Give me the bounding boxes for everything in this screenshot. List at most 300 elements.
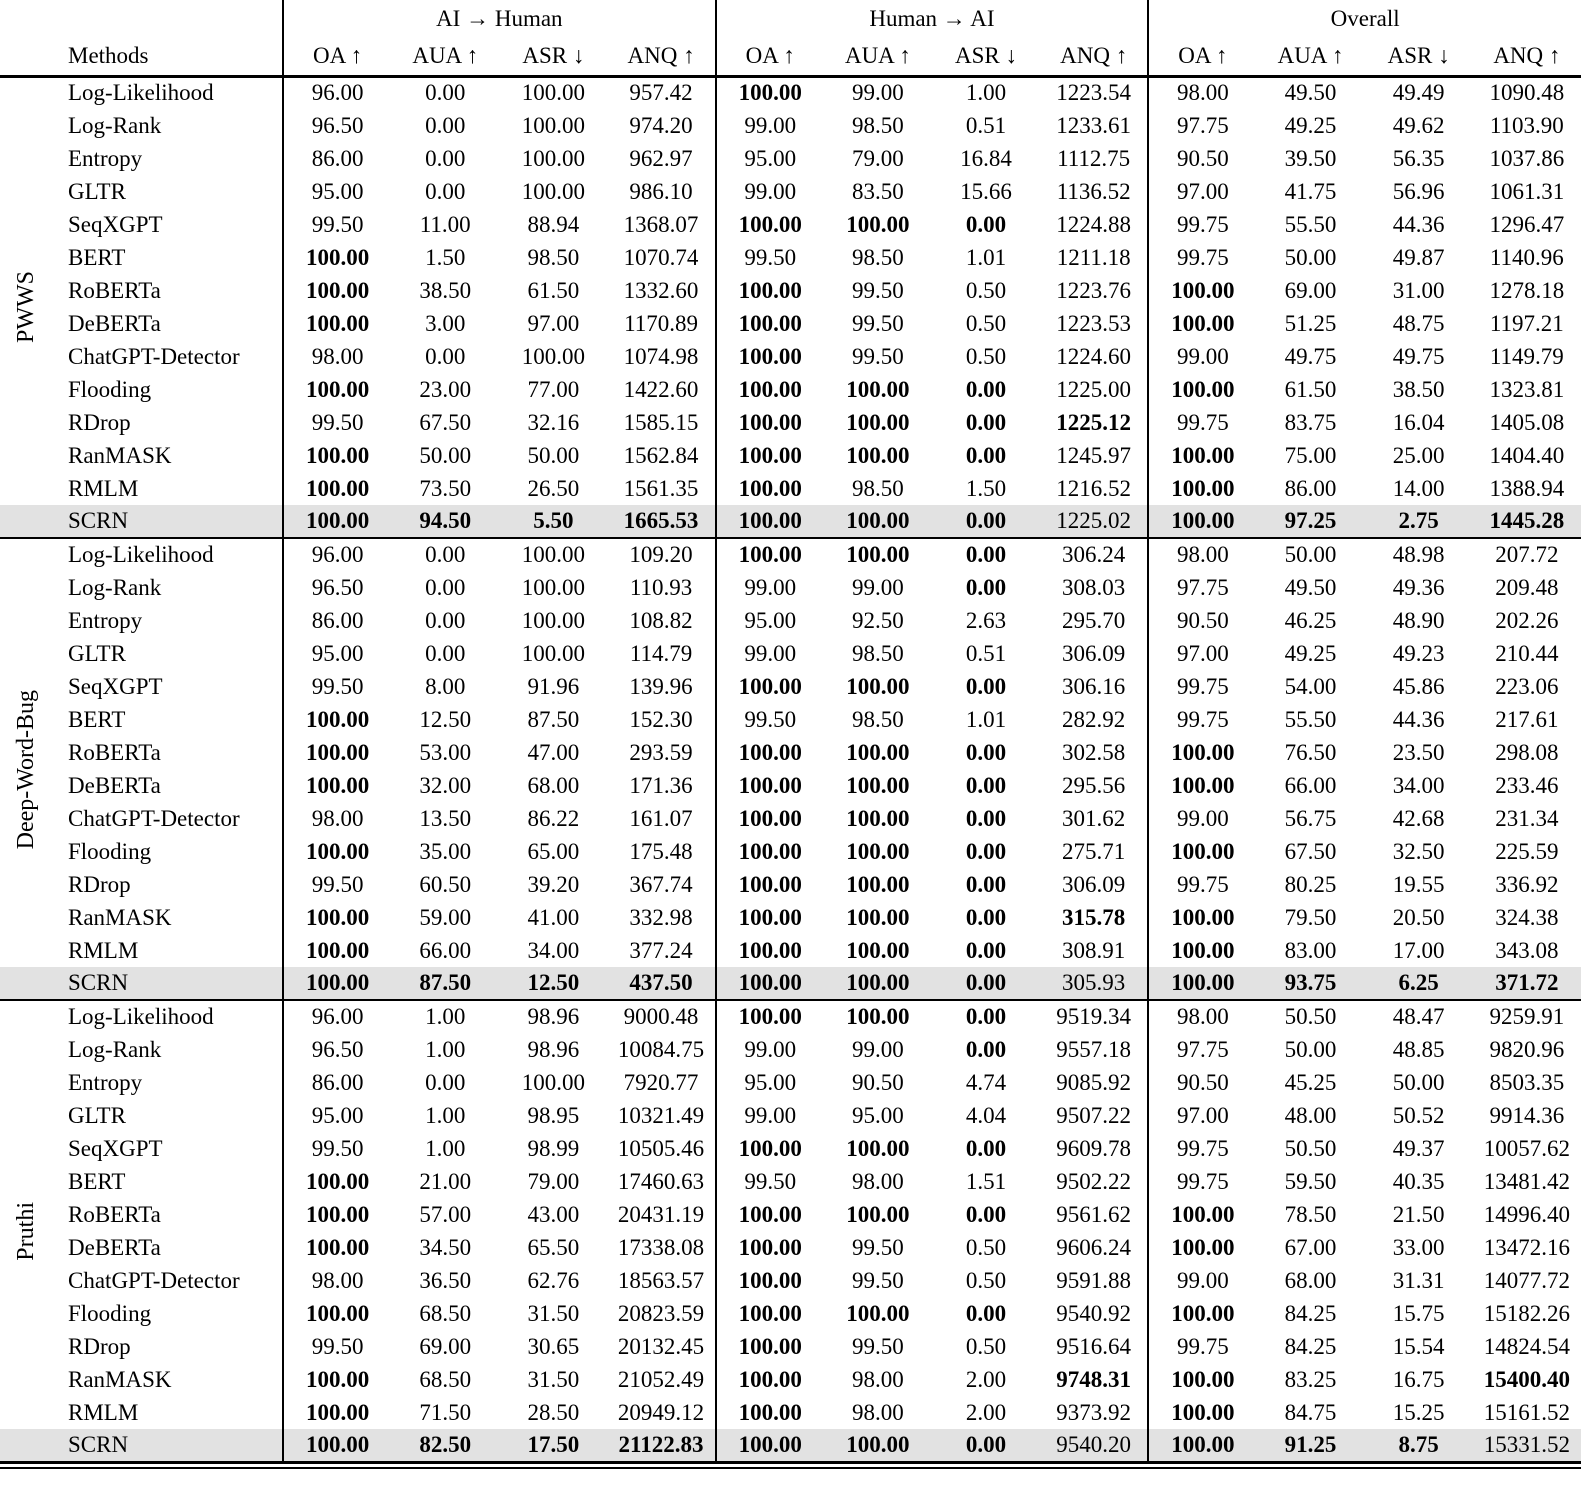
metric-value-cell: 61.50	[1284, 376, 1337, 402]
metric-value-cell: 68.50	[419, 1366, 472, 1392]
metric-value-cell: 67.50	[1284, 838, 1337, 864]
metric-value-cell: 67.00	[1284, 1234, 1337, 1260]
table-row	[0, 835, 1581, 868]
metric-value-cell: 21122.83	[607, 1429, 715, 1462]
metric-value-cell: 100.00	[283, 1429, 391, 1462]
metric-value-cell: 42.68	[1392, 805, 1445, 831]
metric-value-cell: 34.00	[1392, 772, 1445, 798]
metric-value-cell: 0.00	[425, 112, 466, 138]
metric-value-cell: 68.00	[1284, 1267, 1337, 1293]
metric-value-cell: 1561.35	[623, 475, 699, 501]
method-name-cell: BERT	[68, 244, 126, 270]
column-header-oa: OA ↑	[283, 38, 391, 76]
metric-value-cell: 97.00	[527, 310, 580, 336]
metric-value-cell: 1070.74	[623, 244, 699, 270]
metric-value-cell: 0.00	[425, 607, 466, 633]
metric-value-cell: 8.00	[425, 673, 466, 699]
metric-value-cell: 1.50	[425, 244, 466, 270]
metric-value-cell: 9507.22	[1056, 1102, 1132, 1128]
metric-value-cell: 38.50	[419, 277, 472, 303]
metric-value-cell: 100.00	[521, 640, 586, 666]
metric-value-cell: 98.99	[527, 1135, 580, 1161]
metric-value-cell: 0.00	[425, 574, 466, 600]
column-group-header-ai-to-human: AI → Human	[283, 0, 716, 38]
metric-value-cell: 86.00	[283, 1066, 391, 1099]
metric-value-cell: 0.00	[965, 805, 1007, 831]
method-name-cell: RMLM	[68, 1399, 139, 1425]
metric-value-cell: 2.75	[1365, 505, 1473, 538]
metric-value-cell: 100.00	[283, 1363, 391, 1396]
metric-value-cell: 98.96	[527, 1036, 580, 1062]
metric-value-cell: 225.59	[1495, 838, 1559, 864]
metric-value-cell: 15182.26	[1483, 1300, 1570, 1326]
metric-value-cell: 1216.52	[1056, 475, 1132, 501]
metric-value-cell: 55.50	[1284, 706, 1337, 732]
metric-value-cell: 96.00	[283, 76, 391, 109]
metric-value-cell: 55.50	[1284, 211, 1337, 237]
metric-value-cell: 100.00	[283, 736, 391, 769]
table-row	[0, 1297, 1581, 1330]
metric-value-cell: 0.00	[965, 542, 1007, 567]
metric-value-cell: 17.50	[499, 1429, 607, 1462]
method-name-cell: Entropy	[68, 607, 143, 633]
metric-value-cell: 2.63	[965, 607, 1007, 633]
metric-value-cell: 31.31	[1392, 1267, 1445, 1293]
metric-value-cell: 1332.60	[623, 277, 699, 303]
metric-value-cell: 65.50	[527, 1234, 580, 1260]
metric-value-cell: 17460.63	[617, 1168, 705, 1194]
metric-value-cell: 100.00	[283, 901, 391, 934]
metric-value-cell: 9914.36	[1489, 1102, 1565, 1128]
metric-value-cell: 100.00	[1148, 472, 1256, 505]
metric-value-cell: 100.00	[716, 439, 824, 472]
metric-value-cell: 100.00	[283, 1198, 391, 1231]
metric-value-cell: 84.25	[1284, 1333, 1337, 1359]
metric-value-cell: 97.00	[1148, 1099, 1256, 1132]
metric-value-cell: 100.00	[716, 373, 824, 406]
column-header-asr: ASR ↓	[1365, 38, 1473, 76]
method-name-cell: RDrop	[68, 1333, 131, 1359]
metric-value-cell: 15400.40	[1483, 1366, 1570, 1392]
metric-value-cell: 100.00	[716, 76, 824, 109]
metric-value-cell: 98.00	[1148, 76, 1256, 109]
metric-value-cell: 12.50	[419, 706, 472, 732]
metric-value-cell: 0.50	[965, 343, 1007, 369]
metric-value-cell: 100.00	[846, 542, 910, 567]
metric-value-cell: 295.56	[1062, 772, 1126, 798]
metric-value-cell: 97.00	[1148, 637, 1256, 670]
metric-value-cell: 9591.88	[1056, 1267, 1132, 1293]
metric-value-cell: 99.75	[1148, 868, 1256, 901]
metric-value-cell: 108.82	[629, 607, 693, 633]
method-name-cell: RDrop	[68, 409, 131, 435]
metric-value-cell: 21.00	[419, 1168, 472, 1194]
metric-value-cell: 54.00	[1284, 673, 1337, 699]
metric-value-cell: 9000.48	[623, 1004, 699, 1029]
metric-value-cell: 100.00	[846, 772, 910, 798]
metric-value-cell: 100.00	[521, 574, 586, 600]
method-name-cell: RanMASK	[68, 442, 172, 468]
metric-value-cell: 97.00	[1148, 175, 1256, 208]
metric-value-cell: 48.85	[1392, 1036, 1445, 1062]
metric-value-cell: 100.00	[521, 1069, 586, 1095]
metric-value-cell: 99.75	[1148, 670, 1256, 703]
metric-value-cell: 49.50	[1284, 574, 1337, 600]
metric-value-cell: 1.51	[965, 1168, 1007, 1194]
table-row	[0, 637, 1581, 670]
metric-value-cell: 100.00	[846, 442, 910, 468]
metric-value-cell: 100.00	[716, 1198, 824, 1231]
metric-value-cell: 295.70	[1062, 607, 1126, 633]
metric-value-cell: 48.98	[1392, 542, 1445, 567]
metric-value-cell: 974.20	[629, 112, 693, 138]
method-name-cell: Log-Likelihood	[68, 542, 214, 567]
metric-value-cell: 49.50	[1284, 80, 1337, 106]
metric-value-cell: 109.20	[629, 542, 693, 567]
metric-value-cell: 44.36	[1392, 706, 1445, 732]
metric-value-cell: 1090.48	[1489, 80, 1565, 106]
metric-value-cell: 100.00	[716, 1132, 824, 1165]
metric-value-cell: 100.00	[716, 274, 824, 307]
metric-value-cell: 16.75	[1392, 1366, 1445, 1392]
metric-value-cell: 100.00	[716, 538, 824, 571]
metric-value-cell: 1.00	[965, 80, 1007, 106]
metric-value-cell: 1224.88	[1056, 211, 1132, 237]
metric-value-cell: 98.50	[851, 706, 904, 732]
metric-value-cell: 41.00	[527, 904, 580, 930]
metric-value-cell: 61.50	[527, 277, 580, 303]
metric-value-cell: 95.00	[716, 142, 824, 175]
metric-value-cell: 306.09	[1062, 640, 1126, 666]
method-name-cell: BERT	[68, 1168, 126, 1194]
metric-value-cell: 100.00	[846, 739, 910, 765]
metric-value-cell: 92.50	[851, 607, 904, 633]
metric-value-cell: 20949.12	[617, 1399, 705, 1425]
metric-value-cell: 15161.52	[1483, 1399, 1570, 1425]
metric-value-cell: 51.25	[1284, 310, 1337, 336]
metric-value-cell: 95.00	[851, 1102, 904, 1128]
metric-value-cell: 99.75	[1148, 1165, 1256, 1198]
metric-value-cell: 100.00	[1148, 373, 1256, 406]
metric-value-cell: 83.50	[851, 178, 904, 204]
metric-value-cell: 83.75	[1284, 409, 1337, 435]
metric-value-cell: 100.00	[283, 307, 391, 340]
metric-value-cell: 100.00	[521, 178, 586, 204]
metric-value-cell: 100.00	[283, 274, 391, 307]
method-name-cell: Flooding	[68, 1300, 152, 1326]
metric-value-cell: 99.50	[716, 703, 824, 736]
metric-value-cell: 30.65	[527, 1333, 580, 1359]
metric-value-cell: 0.00	[965, 838, 1007, 864]
metric-value-cell: 308.03	[1062, 574, 1126, 600]
metric-value-cell: 1112.75	[1057, 145, 1131, 171]
metric-value-cell: 50.50	[1284, 1004, 1337, 1029]
metric-value-cell: 99.00	[716, 1099, 824, 1132]
table-row	[0, 241, 1581, 274]
metric-value-cell: 0.00	[425, 1069, 466, 1095]
metric-value-cell: 97.75	[1148, 1033, 1256, 1066]
metric-value-cell: 15.54	[1392, 1333, 1445, 1359]
metric-value-cell: 95.00	[283, 637, 391, 670]
table-row	[0, 373, 1581, 406]
metric-value-cell: 83.00	[1284, 937, 1337, 963]
table-row	[0, 472, 1581, 505]
metric-value-cell: 100.00	[283, 472, 391, 505]
metric-value-cell: 100.00	[521, 542, 586, 567]
row-group-pruthi	[0, 1000, 1581, 1462]
metric-value-cell: 1323.81	[1489, 376, 1565, 402]
metric-value-cell: 84.75	[1284, 1399, 1337, 1425]
metric-value-cell: 100.00	[283, 769, 391, 802]
metric-value-cell: 32.00	[419, 772, 472, 798]
metric-value-cell: 1562.84	[623, 442, 699, 468]
metric-value-cell: 76.50	[1284, 739, 1337, 765]
metric-value-cell: 100.00	[1148, 505, 1256, 538]
table-row	[0, 1396, 1581, 1429]
metric-value-cell: 95.00	[283, 175, 391, 208]
metric-value-cell: 100.00	[521, 80, 586, 106]
metric-value-cell: 100.00	[716, 1363, 824, 1396]
metric-value-cell: 110.93	[629, 574, 693, 600]
column-header-anq: ANQ ↑	[607, 38, 715, 76]
metric-value-cell: 57.00	[419, 1201, 472, 1227]
metric-value-cell: 9259.91	[1489, 1004, 1565, 1029]
metric-value-cell: 49.75	[1392, 343, 1445, 369]
metric-value-cell: 93.75	[1256, 967, 1364, 1000]
metric-value-cell: 100.00	[846, 1201, 910, 1227]
metric-value-cell: 223.06	[1495, 673, 1559, 699]
column-header-asr: ASR ↓	[932, 38, 1040, 76]
metric-value-cell: 98.50	[527, 244, 580, 270]
method-name-cell: RoBERTa	[68, 1201, 161, 1227]
metric-value-cell: 17.00	[1392, 937, 1445, 963]
metric-value-cell: 217.61	[1495, 706, 1559, 732]
metric-value-cell: 210.44	[1495, 640, 1559, 666]
metric-value-cell: 9373.92	[1056, 1399, 1132, 1425]
metric-value-cell: 99.50	[283, 406, 391, 439]
table-bottom-rule	[0, 1467, 1581, 1469]
metric-value-cell: 4.04	[965, 1102, 1007, 1128]
metric-value-cell: 1296.47	[1489, 211, 1565, 237]
method-name-cell: SCRN	[0, 1429, 283, 1462]
metric-value-cell: 100.00	[716, 406, 824, 439]
method-name-cell: ChatGPT-Detector	[68, 343, 240, 369]
table-row	[0, 406, 1581, 439]
metric-value-cell: 1233.61	[1056, 112, 1132, 138]
metric-value-cell: 15.25	[1392, 1399, 1445, 1425]
method-name-cell: RoBERTa	[68, 739, 161, 765]
column-header-aua: AUA ↑	[824, 38, 932, 76]
metric-value-cell: 114.79	[629, 640, 693, 666]
metric-value-cell: 20132.45	[617, 1333, 705, 1359]
table-row	[0, 1165, 1581, 1198]
metric-value-cell: 1211.18	[1056, 244, 1131, 270]
metric-value-cell: 209.48	[1495, 574, 1559, 600]
metric-value-cell: 100.00	[283, 505, 391, 538]
metric-value-cell: 2.00	[965, 1399, 1007, 1425]
metric-value-cell: 1.50	[965, 475, 1007, 501]
metric-value-cell: 100.00	[846, 1135, 910, 1161]
metric-value-cell: 98.00	[283, 1264, 391, 1297]
metric-value-cell: 34.50	[419, 1234, 472, 1260]
metric-value-cell: 1.01	[965, 244, 1007, 270]
metric-value-cell: 99.00	[851, 1036, 904, 1062]
metric-value-cell: 15.75	[1392, 1300, 1445, 1326]
metric-value-cell: 100.00	[716, 802, 824, 835]
metric-value-cell: 31.50	[527, 1300, 580, 1326]
metric-value-cell: 9820.96	[1489, 1036, 1565, 1062]
method-name-cell: Log-Rank	[68, 574, 162, 600]
metric-value-cell: 79.50	[1284, 904, 1337, 930]
metric-value-cell: 100.00	[283, 967, 391, 1000]
metric-value-cell: 43.00	[527, 1201, 580, 1227]
column-header-aua: AUA ↑	[1256, 38, 1364, 76]
metric-value-cell: 94.50	[391, 505, 499, 538]
metric-value-cell: 0.00	[965, 904, 1007, 930]
metric-value-cell: 0.00	[425, 80, 466, 106]
metric-value-cell: 86.00	[283, 604, 391, 637]
metric-value-cell: 100.00	[283, 1231, 391, 1264]
metric-value-cell: 100.00	[716, 769, 824, 802]
metric-value-cell: 35.00	[419, 838, 472, 864]
metric-value-cell: 99.00	[716, 175, 824, 208]
metric-value-cell: 50.00	[1284, 1036, 1337, 1062]
metric-value-cell: 0.50	[965, 310, 1007, 336]
metric-value-cell: 0.00	[965, 442, 1007, 468]
table-row	[0, 109, 1581, 142]
metric-value-cell: 56.96	[1392, 178, 1445, 204]
metric-header-row	[0, 38, 1581, 76]
metric-value-cell: 0.00	[965, 376, 1007, 402]
metric-value-cell: 99.50	[851, 1267, 904, 1293]
metric-value-cell: 0.00	[965, 871, 1007, 897]
metric-value-cell: 100.00	[716, 340, 824, 373]
methods-column-header: Methods	[0, 38, 283, 76]
method-name-cell: DeBERTa	[68, 772, 161, 798]
metric-value-cell: 0.00	[425, 145, 466, 171]
metric-value-cell: 14824.54	[1483, 1333, 1570, 1359]
metric-value-cell: 100.00	[846, 805, 910, 831]
metric-value-cell: 41.75	[1284, 178, 1337, 204]
metric-value-cell: 99.00	[851, 80, 904, 106]
metric-value-cell: 100.00	[1148, 1297, 1256, 1330]
metric-value-cell: 5.50	[499, 505, 607, 538]
table-row	[0, 274, 1581, 307]
metric-value-cell: 9516.64	[1056, 1333, 1132, 1359]
metric-value-cell: 0.00	[965, 1036, 1007, 1062]
metric-value-cell: 98.96	[527, 1004, 580, 1029]
metric-value-cell: 23.50	[1392, 739, 1445, 765]
metric-value-cell: 0.50	[965, 1333, 1007, 1359]
metric-value-cell: 1.00	[425, 1004, 466, 1029]
table-row	[0, 1033, 1581, 1066]
metric-value-cell: 100.00	[1148, 967, 1256, 1000]
metric-value-cell: 99.75	[1148, 241, 1256, 274]
metric-value-cell: 99.75	[1148, 208, 1256, 241]
metric-value-cell: 202.26	[1495, 607, 1559, 633]
metric-value-cell: 25.00	[1392, 442, 1445, 468]
metric-value-cell: 305.93	[1040, 967, 1148, 1000]
metric-value-cell: 83.25	[1284, 1366, 1337, 1392]
method-name-cell: RMLM	[68, 475, 139, 501]
metric-value-cell: 96.50	[283, 571, 391, 604]
table-row	[0, 967, 1581, 1000]
metric-value-cell: 34.00	[527, 937, 580, 963]
metric-value-cell: 100.00	[521, 112, 586, 138]
metric-value-cell: 20431.19	[617, 1201, 705, 1227]
metric-value-cell: 31.00	[1392, 277, 1445, 303]
metric-value-cell: 1197.21	[1489, 310, 1564, 336]
metric-value-cell: 315.78	[1062, 904, 1126, 930]
metric-value-cell: 1.00	[425, 1036, 466, 1062]
metric-value-cell: 100.00	[846, 1300, 910, 1326]
table-row	[0, 175, 1581, 208]
metric-value-cell: 98.95	[527, 1102, 580, 1128]
metric-value-cell: 99.50	[283, 670, 391, 703]
metric-value-cell: 82.50	[391, 1429, 499, 1462]
metric-value-cell: 98.50	[851, 112, 904, 138]
metric-value-cell: 100.00	[716, 472, 824, 505]
metric-value-cell: 20823.59	[617, 1300, 705, 1326]
metric-value-cell: 33.00	[1392, 1234, 1445, 1260]
metric-value-cell: 44.36	[1392, 211, 1445, 237]
metric-value-cell: 98.50	[851, 244, 904, 270]
metric-value-cell: 100.00	[716, 208, 824, 241]
metric-value-cell: 23.00	[419, 376, 472, 402]
metric-value-cell: 73.50	[419, 475, 472, 501]
metric-value-cell: 32.50	[1392, 838, 1445, 864]
metric-value-cell: 100.00	[716, 868, 824, 901]
table-row	[0, 340, 1581, 373]
metric-value-cell: 39.50	[1284, 145, 1337, 171]
metric-value-cell: 99.50	[283, 1132, 391, 1165]
metric-value-cell: 100.00	[283, 703, 391, 736]
metric-value-cell: 26.50	[527, 475, 580, 501]
metric-value-cell: 9609.78	[1056, 1135, 1132, 1161]
table-row	[0, 736, 1581, 769]
metric-value-cell: 31.50	[527, 1366, 580, 1392]
metric-value-cell: 96.50	[283, 109, 391, 142]
metric-value-cell: 100.00	[283, 1297, 391, 1330]
metric-value-cell: 60.50	[419, 871, 472, 897]
metric-value-cell: 100.00	[283, 1165, 391, 1198]
metric-value-cell: 86.00	[1284, 475, 1337, 501]
method-name-cell: DeBERTa	[68, 1234, 161, 1260]
metric-value-cell: 1.00	[425, 1135, 466, 1161]
metric-value-cell: 100.00	[716, 1297, 824, 1330]
metric-value-cell: 0.00	[425, 542, 466, 567]
metric-value-cell: 100.00	[1148, 736, 1256, 769]
metric-value-cell: 0.00	[965, 211, 1007, 237]
method-name-cell: GLTR	[68, 1102, 126, 1128]
metric-value-cell: 99.50	[851, 1333, 904, 1359]
table-row	[0, 1132, 1581, 1165]
metric-value-cell: 50.00	[1392, 1069, 1445, 1095]
metric-value-cell: 100.00	[1148, 439, 1256, 472]
metric-value-cell: 1136.52	[1056, 178, 1131, 204]
method-name-cell: Flooding	[68, 376, 152, 402]
metric-value-cell: 98.50	[851, 640, 904, 666]
metric-value-cell: 10057.62	[1483, 1135, 1570, 1161]
metric-value-cell: 1245.97	[1056, 442, 1132, 468]
metric-value-cell: 8.75	[1365, 1429, 1473, 1462]
table-row	[0, 769, 1581, 802]
metric-value-cell: 12.50	[499, 967, 607, 1000]
metric-value-cell: 99.00	[716, 1033, 824, 1066]
metric-value-cell: 100.00	[1148, 1198, 1256, 1231]
table-row	[0, 1264, 1581, 1297]
metric-value-cell: 50.00	[527, 442, 580, 468]
